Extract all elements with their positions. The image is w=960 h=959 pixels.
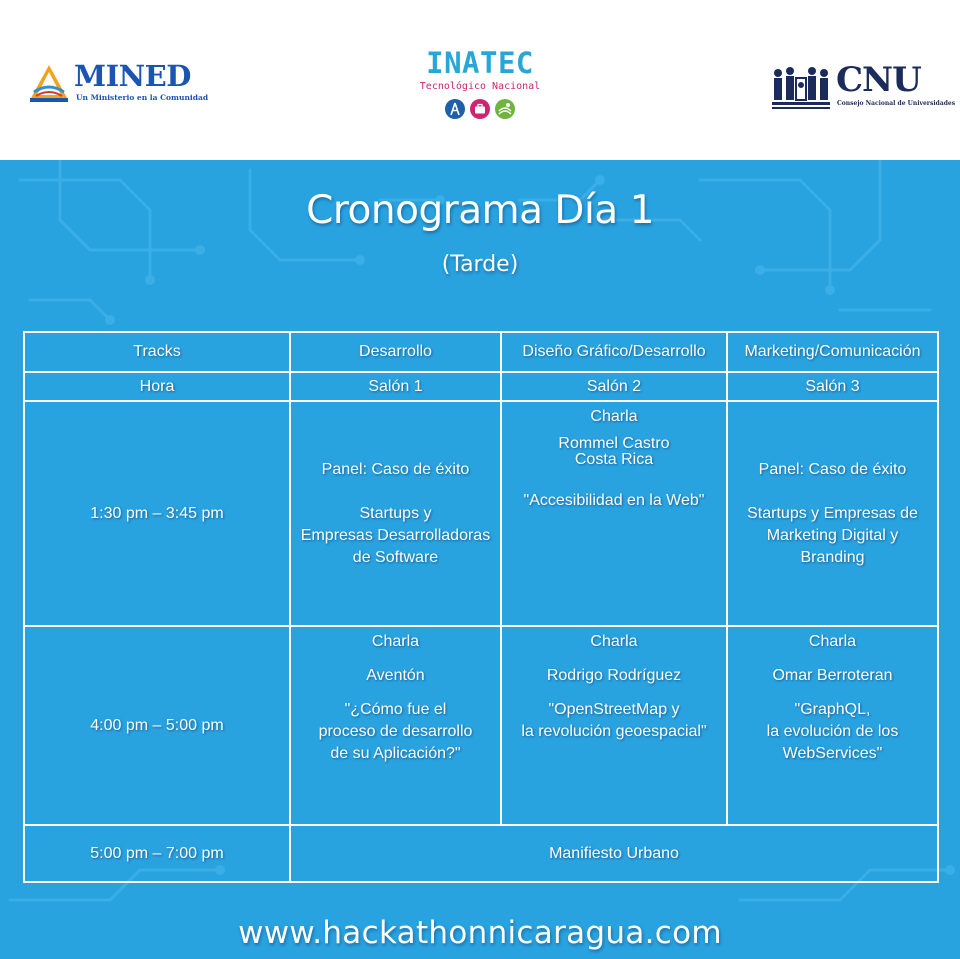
- session-line: proceso de desarrollo: [318, 723, 473, 740]
- table-row: [24, 825, 938, 882]
- session-kind: Charla: [808, 633, 857, 650]
- inatec-name: INATEC: [426, 46, 534, 80]
- session-line: "OpenStreetMap y: [548, 701, 680, 718]
- time-cell: 5:00 pm – 7:00 pm: [24, 825, 290, 882]
- mined-logo: [28, 58, 209, 108]
- session-cell: [727, 401, 938, 626]
- session-kind: Panel: Caso de éxito: [758, 460, 907, 478]
- session-speaker: Omar Berroteran: [772, 667, 893, 684]
- session-line: "¿Cómo fue el: [344, 701, 447, 718]
- session-speaker: Rodrigo Rodríguez: [546, 667, 682, 684]
- session-line: de Software: [352, 548, 439, 566]
- session-speaker-origin: Costa Rica: [574, 451, 654, 468]
- session-kind: Charla: [371, 633, 420, 650]
- session-kind: Charla: [590, 408, 638, 425]
- session-kind: Charla: [590, 633, 638, 650]
- mined-emblem-icon: [28, 62, 70, 104]
- mined-name: MINED: [74, 59, 191, 93]
- session-speaker: Rommel Castro: [558, 435, 670, 452]
- inatec-logo: [400, 46, 560, 126]
- inatec-field-icon: [495, 99, 515, 119]
- session-cell: [501, 401, 727, 626]
- session-line: de su Aplicación?": [330, 745, 461, 762]
- room-cell: Salón 2: [501, 372, 727, 401]
- schedule-table: [23, 331, 939, 883]
- session-line: Empresas Desarrolladoras: [300, 526, 491, 544]
- header: [0, 0, 960, 160]
- cnu-name: CNU: [836, 60, 921, 100]
- header-cell: Desarrollo: [290, 332, 501, 372]
- cnu-logo: [770, 60, 956, 112]
- session-kind: Panel: Caso de éxito: [321, 460, 470, 478]
- time-cell: 1:30 pm – 3:45 pm: [24, 401, 290, 626]
- inatec-briefcase-icon: [470, 99, 490, 119]
- session-cell: [727, 626, 938, 825]
- session-cell: [501, 626, 727, 825]
- table-row: [24, 401, 938, 626]
- session-line: Branding: [800, 548, 865, 566]
- table-row: [24, 626, 938, 825]
- page-subtitle: (Tarde): [441, 252, 519, 277]
- schedule-panel: [0, 160, 960, 959]
- room-cell: Hora: [24, 372, 290, 401]
- header-cell: Tracks: [24, 332, 290, 372]
- room-cell: Salón 1: [290, 372, 501, 401]
- session-line: la revolución geoespacial": [521, 723, 707, 740]
- session-talk: "Accesibilidad en la Web": [523, 492, 705, 509]
- header-cell: Diseño Gráfico/Desarrollo: [501, 332, 727, 372]
- website-url: www.hackathonnicaragua.com: [238, 915, 722, 951]
- table-header-row: [24, 332, 938, 372]
- room-cell: Salón 3: [727, 372, 938, 401]
- session-line: Startups y Empresas de: [747, 504, 918, 522]
- cnu-tagline: Consejo Nacional de Universidades: [837, 100, 956, 107]
- session-line: la evolución de los: [766, 723, 899, 740]
- time-cell: 4:00 pm – 5:00 pm: [24, 626, 290, 825]
- session-line: Startups y: [359, 504, 432, 522]
- inatec-compass-icon: [445, 99, 465, 119]
- session-line: WebServices": [782, 745, 883, 762]
- inatec-tagline: Tecnológico Nacional: [419, 81, 541, 92]
- event-cell: Manifiesto Urbano: [290, 825, 938, 882]
- table-room-row: [24, 372, 938, 401]
- session-cell: [290, 626, 501, 825]
- session-line: Marketing Digital y: [766, 526, 899, 544]
- mined-tagline: Un Ministerio en la Comunidad: [76, 93, 209, 102]
- session-speaker: Aventón: [366, 667, 425, 684]
- cnu-emblem-icon: [770, 64, 832, 110]
- session-cell: [290, 401, 501, 626]
- inatec-icon-row: [400, 99, 560, 119]
- page-title: Cronograma Día 1: [306, 188, 654, 233]
- header-cell: Marketing/Comunicación: [727, 332, 938, 372]
- session-line: "GraphQL,: [794, 701, 871, 718]
